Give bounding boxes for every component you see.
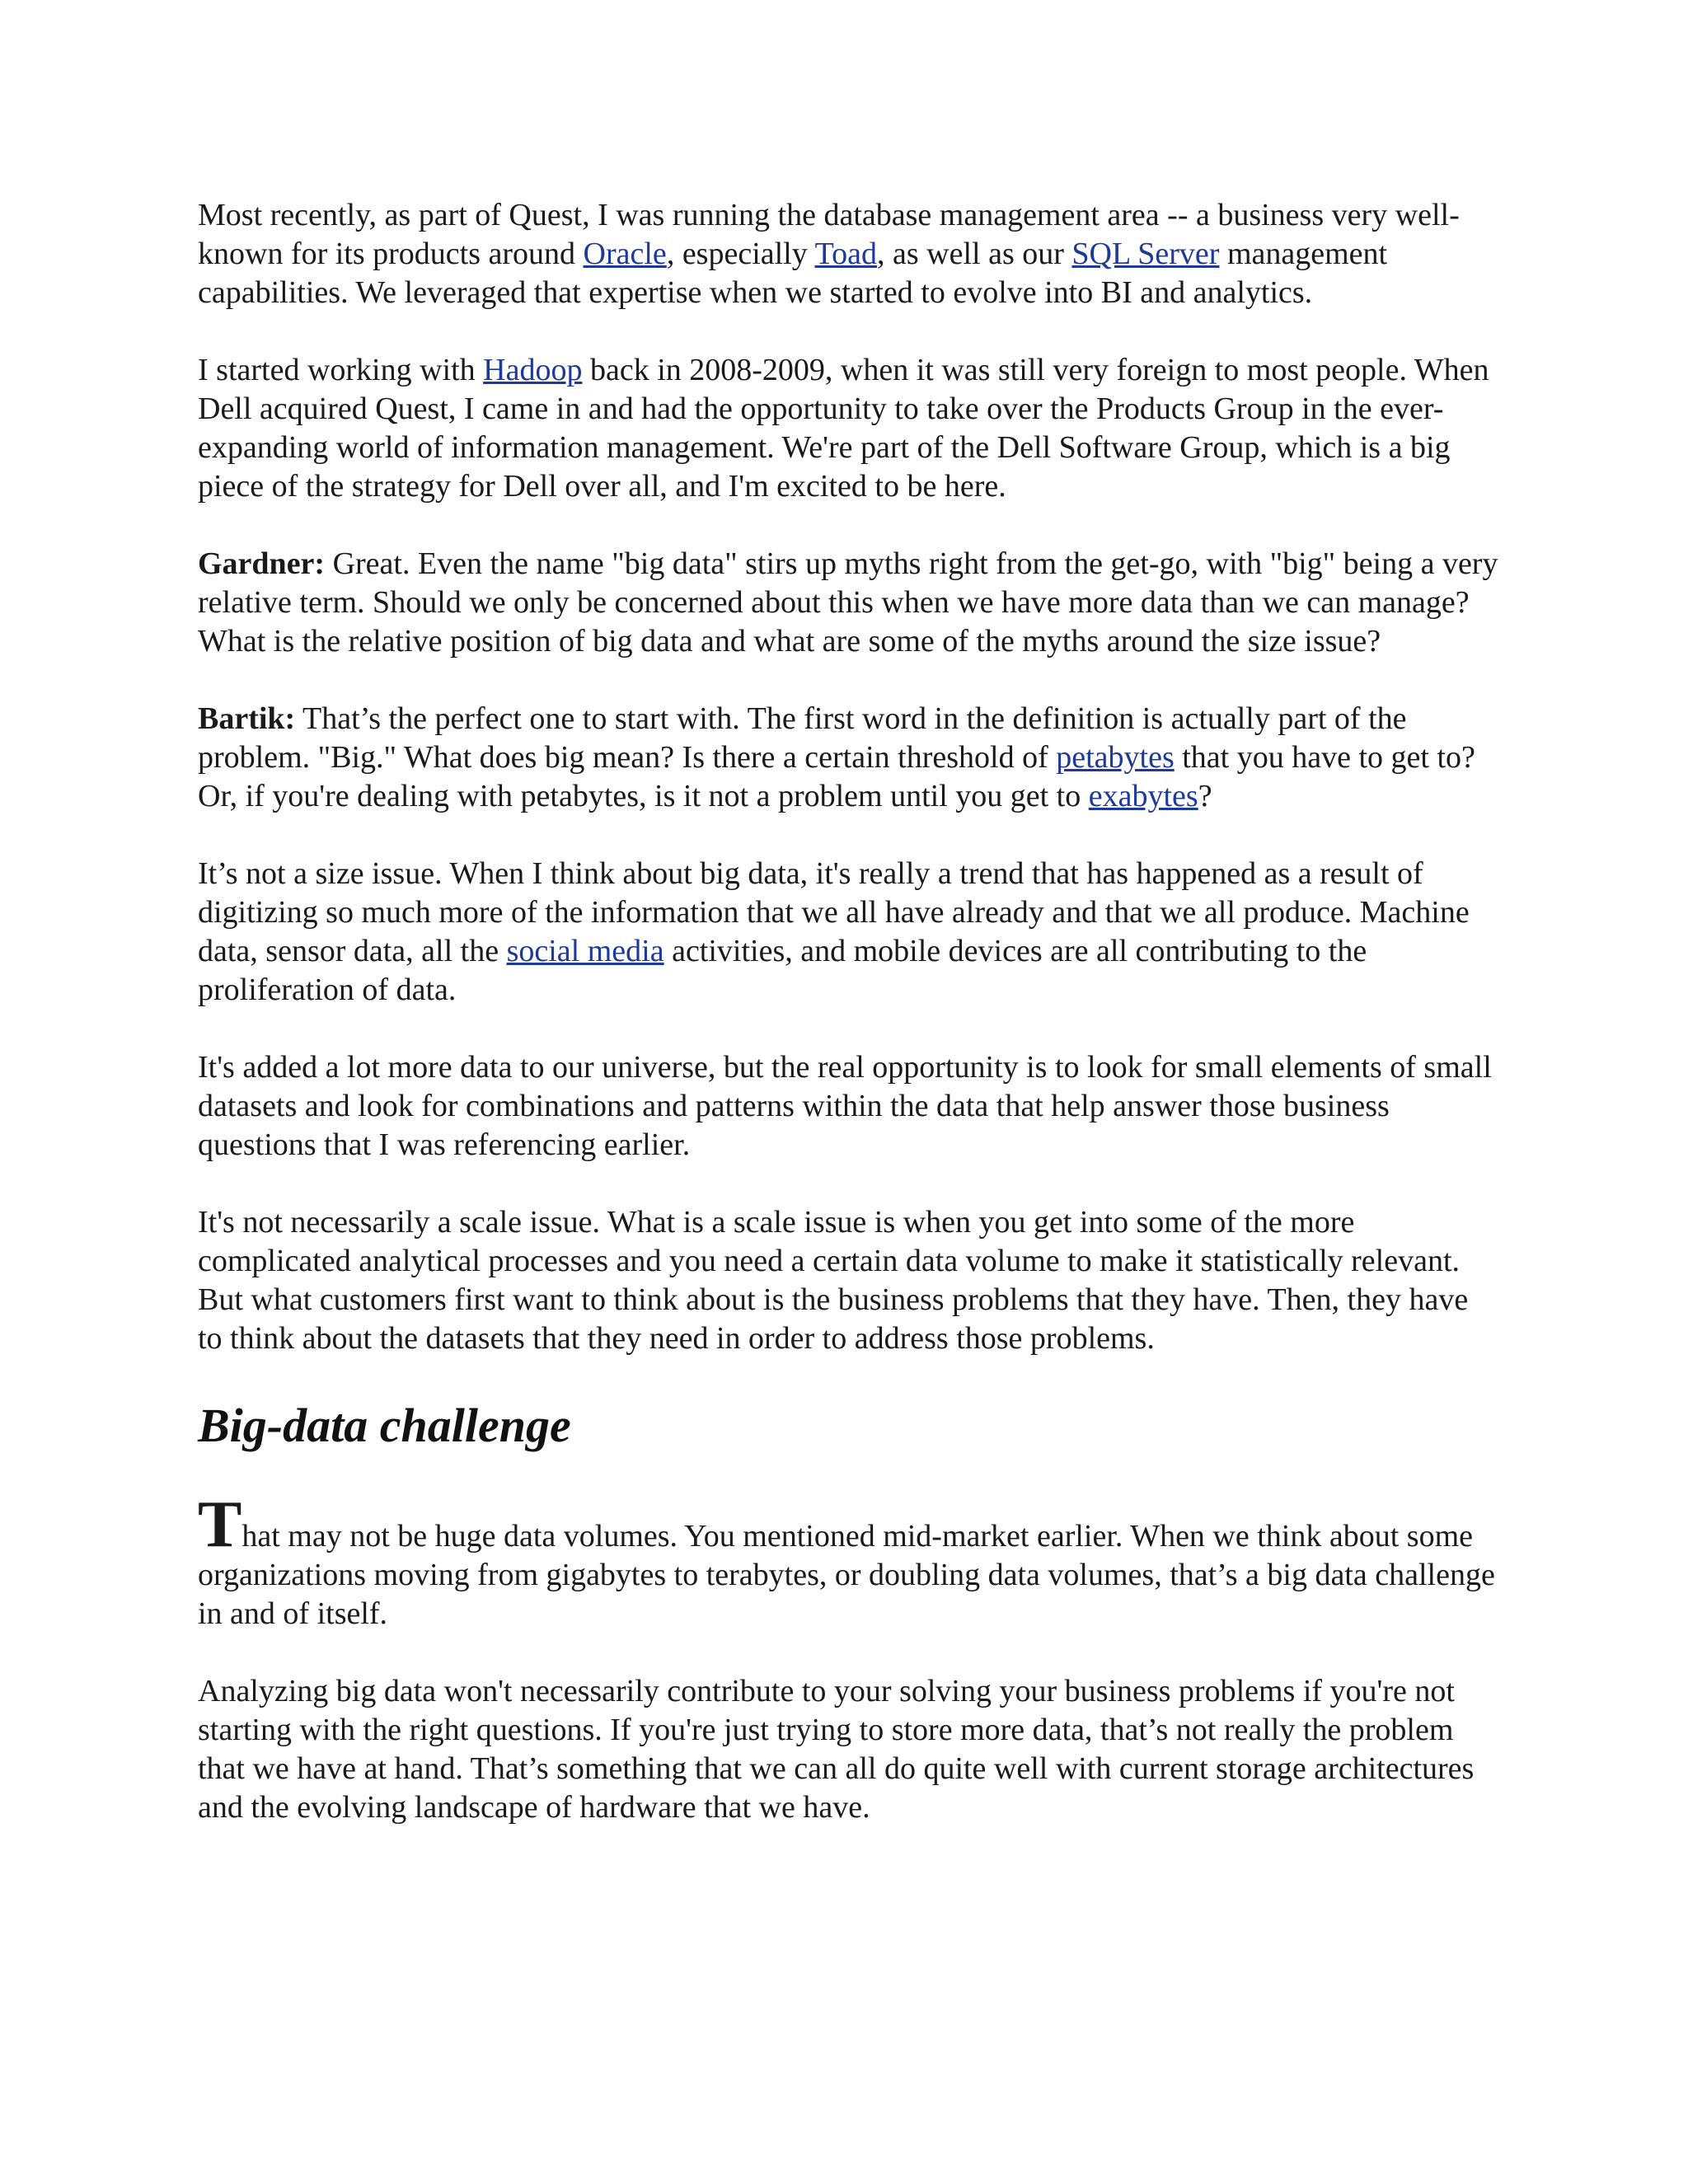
paragraph-right-questions — [198, 1672, 1500, 1827]
paragraph-text: , as well as our — [877, 237, 1072, 271]
paragraph-gardner-question — [198, 545, 1500, 661]
paragraph-text: It's added a lot more data to our universe, but the real opportunity is to look for small elements of small datasets and look for combinations and patterns within the data that help answer those business questions that I was referencing earlier. — [198, 1050, 1492, 1162]
paragraph-text: Most recently, as part of Quest, I was running the database management area -- a business very well-known for its products around — [198, 198, 1460, 271]
paragraph-text: Great. Even the name "big data" stirs up myths right from the get-go, with "big" being a very relative term. Should we only be concerned about this when we have more data than we can manage? What is the relative position of big data and what are some of the myths around the size issue? — [198, 546, 1498, 658]
link-toad[interactable]: Toad — [814, 237, 877, 271]
paragraph-scale-issue — [198, 1203, 1500, 1358]
paragraph-text: , especially — [666, 237, 815, 271]
link-petabytes[interactable]: petabytes — [1056, 740, 1175, 775]
paragraph-text: hat may not be huge data volumes. You mentioned mid-market earlier. When we think about some organizations moving from gigabytes to terabytes, or doubling data volumes, that’s a big data challenge in and of itself. — [198, 1519, 1495, 1631]
paragraph-text: management capabilities. We leveraged that expertise when we started to evolve into BI and analytics. — [198, 237, 1388, 310]
paragraph-size-issue — [198, 855, 1500, 1010]
paragraph-data-volumes — [198, 1488, 1500, 1633]
paragraph-universe — [198, 1048, 1500, 1165]
paragraph-bartik-answer — [198, 700, 1500, 816]
paragraph-text: ? — [1198, 779, 1212, 813]
paragraph-text: that you have to get to? Or, if you're dealing with petabytes, is it not a problem until you get to — [198, 740, 1475, 813]
drop-cap: T — [198, 1488, 242, 1561]
paragraph-text: activities, and mobile devices are all contributing to the proliferation of data. — [198, 934, 1367, 1007]
paragraph-quest-background — [198, 196, 1500, 312]
link-sql-server[interactable]: SQL Server — [1071, 237, 1220, 271]
link-hadoop[interactable]: Hadoop — [483, 353, 583, 387]
paragraph-hadoop — [198, 351, 1500, 506]
paragraph-text: It's not necessarily a scale issue. What is a scale issue is when you get into some of the more complicated analytical processes and you need a certain data volume to make it statistically relevant. But what customers first want to think about is the business problems that they have. Then, they have to think about the datasets that they need in order to address those problems. — [198, 1205, 1469, 1356]
speaker-bartik: Bartik: — [198, 701, 296, 736]
paragraph-text: It’s not a size issue. When I think about big data, it's really a trend that has happened as a result of digitizing so much more of the information that we all have already and that we all produce. Machine data, sensor data, all the — [198, 856, 1470, 968]
paragraph-text: I started working with — [198, 353, 484, 387]
link-oracle[interactable]: Oracle — [583, 237, 667, 271]
paragraph-text: That’s the perfect one to start with. The first word in the definition is actually part of the problem. "Big." What does big mean? Is there a certain threshold of — [198, 701, 1407, 775]
link-exabytes[interactable]: exabytes — [1088, 779, 1198, 813]
speaker-gardner: Gardner: — [198, 546, 326, 581]
paragraph-text: back in 2008-2009, when it was still very foreign to most people. When Dell acquired Quest, I came in and had the opportunity to take over the Products Group in the ever-expanding world of information management. We're part of the Dell Software Group, which is a big piece of the strategy for Dell over all, and I'm excited to be here. — [198, 353, 1489, 504]
paragraph-text: Analyzing big data won't necessarily contribute to your solving your business problems if you're not starting with the right questions. If you're just trying to store more data, that’s not really the problem that we have at hand. That’s something that we can all do quite well with current storage architectures and the evolving landscape of hardware that we have. — [198, 1674, 1475, 1825]
section-heading: Big-data challenge — [198, 1399, 571, 1452]
link-social-media[interactable]: social media — [506, 934, 664, 968]
article-body — [198, 196, 1500, 1866]
